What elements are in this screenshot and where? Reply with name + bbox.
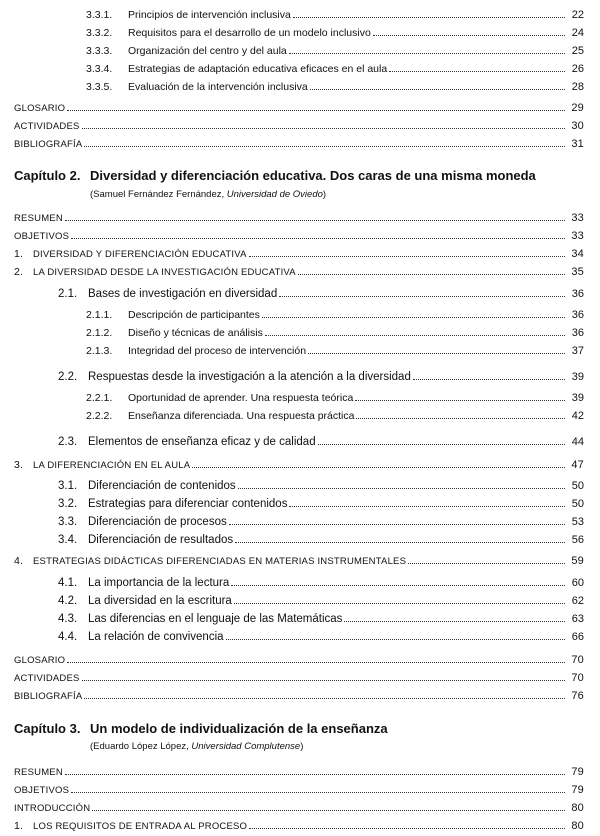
entry-title: LA DIFERENCIACIÓN EN EL AULA (33, 460, 191, 471)
chapter-label: Capítulo 2. (14, 168, 81, 183)
entry-number: 4.4. (58, 631, 78, 643)
entry-page: 53 (571, 516, 584, 528)
entry-title: INTRODUCCIÓN (14, 803, 91, 814)
entry-title: La importancia de la lectura (88, 577, 230, 589)
entry-page: 60 (571, 577, 584, 589)
entry-number: 3.3.2. (86, 27, 113, 39)
entry-title: Respuestas desde la investigación a la atención a la diversidad (88, 371, 411, 383)
chapter-heading[interactable] (14, 168, 536, 183)
dot-leader (82, 127, 565, 129)
entry-page: 59 (571, 555, 584, 567)
entry-page: 34 (571, 248, 584, 260)
entry-title: Descripción de participantes (128, 309, 260, 321)
entry-page: 42 (571, 410, 584, 422)
dot-leader (308, 352, 565, 354)
toc-entry[interactable] (0, 368, 600, 383)
author-close: ) (322, 189, 327, 200)
author-close: ) (300, 741, 304, 752)
toc-entry[interactable] (0, 433, 600, 448)
entry-page: 76 (571, 690, 584, 702)
entry-page: 50 (571, 498, 584, 510)
dot-leader (71, 237, 565, 239)
dot-leader (265, 334, 565, 336)
dot-leader (249, 827, 565, 829)
dot-leader (84, 697, 565, 699)
dot-leader (67, 661, 565, 663)
entry-number: 2.1.3. (86, 345, 113, 357)
entry-page: 47 (571, 459, 584, 471)
dot-leader (356, 417, 565, 419)
entry-title: OBJETIVOS (14, 231, 70, 242)
entry-number: 2.1.2. (86, 327, 113, 339)
entry-number: 3.3.4. (86, 63, 113, 75)
entry-number: 1. (14, 820, 24, 832)
entry-number: 2.3. (58, 436, 78, 448)
entry-page: 35 (571, 266, 584, 278)
toc-entry[interactable] (0, 610, 600, 625)
chapter-title: Un modelo de individualización de la enseñanza (90, 721, 388, 736)
dot-leader (226, 638, 565, 640)
chapter-author (90, 189, 326, 200)
dot-leader (92, 809, 565, 811)
toc-entry[interactable] (0, 781, 600, 796)
entry-page: 28 (571, 81, 584, 93)
entry-title: Diferenciación de contenidos (88, 480, 236, 492)
entry-number: 3.1. (58, 480, 78, 492)
dot-leader (238, 487, 565, 489)
entry-title: GLOSARIO (14, 103, 66, 114)
entry-title: Las diferencias en el lenguaje de las Matemáticas (88, 613, 343, 625)
toc-entry[interactable] (0, 60, 600, 75)
entry-title: DIVERSIDAD Y DIFERENCIACIÓN EDUCATIVA (33, 249, 247, 260)
toc-entry[interactable] (0, 245, 600, 260)
entry-page: 36 (571, 309, 584, 321)
entry-page: 62 (571, 595, 584, 607)
dot-leader (82, 679, 565, 681)
toc-entry[interactable] (0, 531, 600, 546)
dot-leader (389, 70, 565, 72)
author-affiliation: Universidad Complutense (191, 741, 301, 752)
entry-number: 2.2. (58, 371, 78, 383)
toc-entry[interactable] (0, 99, 600, 114)
toc-entry[interactable] (0, 513, 600, 528)
entry-title: GLOSARIO (14, 655, 66, 666)
entry-title: Evaluación de la intervención inclusiva (128, 81, 308, 93)
entry-number: 4.1. (58, 577, 78, 589)
entry-title: RESUMEN (14, 213, 63, 224)
entry-page: 79 (571, 784, 584, 796)
entry-title: RESUMEN (14, 767, 63, 778)
entry-title: Integridad del proceso de intervención (128, 345, 307, 357)
entry-page: 70 (571, 672, 584, 684)
dot-leader (355, 399, 565, 401)
entry-title: Principios de intervención inclusiva (128, 9, 291, 21)
entry-title: Enseñanza diferenciada. Una respuesta práctica (128, 410, 355, 422)
entry-number: 3.3. (58, 516, 78, 528)
dot-leader (279, 295, 565, 297)
toc-entry[interactable] (0, 687, 600, 702)
entry-page: 37 (571, 345, 584, 357)
entry-number: 3.3.3. (86, 45, 113, 57)
toc-entry[interactable] (0, 669, 600, 684)
toc-entry[interactable] (0, 209, 600, 224)
author-affiliation: Universidad de Oviedo (226, 189, 323, 200)
toc-entry[interactable] (0, 306, 600, 321)
entry-page: 36 (571, 327, 584, 339)
entry-title: BIBLIOGRAFÍA (14, 139, 83, 150)
entry-title: LA DIVERSIDAD DESDE LA INVESTIGACIÓN EDUCATIVA (33, 267, 296, 278)
entry-page: 24 (571, 27, 584, 39)
toc-entry[interactable] (0, 817, 600, 832)
toc-entry[interactable] (0, 6, 600, 21)
dot-leader (318, 443, 565, 445)
dot-leader (289, 505, 565, 507)
dot-leader (298, 273, 565, 275)
dot-leader (249, 255, 565, 257)
dot-leader (71, 791, 565, 793)
dot-leader (413, 378, 565, 380)
toc-entry[interactable] (0, 24, 600, 39)
dot-leader (65, 219, 565, 221)
toc-entry[interactable] (0, 324, 600, 339)
entry-number: 3. (14, 459, 24, 471)
entry-title: OBJETIVOS (14, 785, 70, 796)
entry-page: 63 (571, 613, 584, 625)
entry-page: 22 (571, 9, 584, 21)
toc-entry[interactable] (0, 574, 600, 589)
author-name: (Samuel Fernández Fernández, (90, 189, 227, 200)
toc-entry[interactable] (0, 477, 600, 492)
dot-leader (229, 523, 565, 525)
dot-leader (408, 562, 565, 564)
entry-page: 79 (571, 766, 584, 778)
entry-title: Requisitos para el desarrollo de un modelo inclusivo (128, 27, 371, 39)
entry-number: 2.1. (58, 288, 78, 300)
entry-page: 56 (571, 534, 584, 546)
entry-number: 1. (14, 248, 24, 260)
entry-number: 4.2. (58, 595, 78, 607)
dot-leader (192, 466, 565, 468)
toc-entry[interactable] (0, 552, 600, 567)
toc-entry[interactable] (0, 456, 600, 471)
entry-title: ACTIVIDADES (14, 673, 80, 684)
toc-entry[interactable] (0, 285, 600, 300)
chapter-heading[interactable] (14, 721, 388, 736)
toc-entry[interactable] (0, 407, 600, 422)
toc-entry[interactable] (0, 263, 600, 278)
toc-entry[interactable] (0, 763, 600, 778)
entry-title: Oportunidad de aprender. Una respuesta teórica (128, 392, 354, 404)
toc-entry[interactable] (0, 628, 600, 643)
entry-page: 33 (571, 212, 584, 224)
entry-page: 44 (571, 436, 584, 448)
entry-page: 26 (571, 63, 584, 75)
entry-title: Bases de investigación en diversidad (88, 288, 278, 300)
dot-leader (235, 541, 565, 543)
entry-title: La relación de convivencia (88, 631, 224, 643)
dot-leader (262, 316, 565, 318)
entry-page: 25 (571, 45, 584, 57)
entry-title: Organización del centro y del aula (128, 45, 287, 57)
entry-title: Diseño y técnicas de análisis (128, 327, 263, 339)
entry-page: 30 (571, 120, 584, 132)
chapter-label: Capítulo 3. (14, 721, 81, 736)
entry-page: 66 (571, 631, 584, 643)
toc-entry[interactable] (0, 78, 600, 93)
entry-number: 2.1.1. (86, 309, 113, 321)
dot-leader (310, 88, 565, 90)
toc-entry[interactable] (0, 135, 600, 150)
entry-page: 39 (571, 371, 584, 383)
entry-number: 4. (14, 555, 24, 567)
toc-entry[interactable] (0, 799, 600, 814)
chapter-title: Diversidad y diferenciación educativa. Dos caras de una misma moneda (90, 168, 536, 183)
entry-page: 31 (571, 138, 584, 150)
entry-title: ACTIVIDADES (14, 121, 80, 132)
entry-title: BIBLIOGRAFÍA (14, 691, 83, 702)
toc-entry[interactable] (0, 42, 600, 57)
dot-leader (234, 602, 565, 604)
author-name: (Eduardo López López, (90, 741, 192, 752)
chapter-author (90, 741, 303, 752)
entry-page: 80 (571, 802, 584, 814)
entry-title: Estrategias para diferenciar contenidos (88, 498, 288, 510)
entry-number: 2.2.2. (86, 410, 113, 422)
entry-page: 80 (571, 820, 584, 832)
entry-title: Estrategias de adaptación educativa eficaces en el aula (128, 63, 388, 75)
entry-number: 3.2. (58, 498, 78, 510)
entry-page: 29 (571, 102, 584, 114)
entry-page: 70 (571, 654, 584, 666)
entry-title: ESTRATEGIAS DIDÁCTICAS DIFERENCIADAS EN MATERIAS INSTRUMENTALES (33, 556, 407, 567)
toc-entry[interactable] (0, 592, 600, 607)
entry-page: 36 (571, 288, 584, 300)
entry-page: 33 (571, 230, 584, 242)
dot-leader (65, 773, 565, 775)
entry-number: 2.2.1. (86, 392, 113, 404)
toc-entry[interactable] (0, 117, 600, 132)
dot-leader (84, 145, 565, 147)
toc-entry[interactable] (0, 389, 600, 404)
entry-number: 3.4. (58, 534, 78, 546)
entry-number: 3.3.1. (86, 9, 113, 21)
toc-entry[interactable] (0, 495, 600, 510)
entry-number: 3.3.5. (86, 81, 113, 93)
dot-leader (231, 584, 565, 586)
dot-leader (289, 52, 565, 54)
dot-leader (293, 16, 565, 18)
entry-title: Diferenciación de procesos (88, 516, 227, 528)
entry-number: 2. (14, 266, 24, 278)
dot-leader (373, 34, 565, 36)
entry-title: Elementos de enseñanza eficaz y de calidad (88, 436, 316, 448)
entry-page: 50 (571, 480, 584, 492)
toc-entry[interactable] (0, 227, 600, 242)
entry-number: 4.3. (58, 613, 78, 625)
entry-title: LOS REQUISITOS DE ENTRADA AL PROCESO (33, 821, 248, 832)
toc-entry[interactable] (0, 651, 600, 666)
entry-page: 39 (571, 392, 584, 404)
dot-leader (344, 620, 565, 622)
dot-leader (67, 109, 565, 111)
entry-title: Diferenciación de resultados (88, 534, 234, 546)
toc-entry[interactable] (0, 342, 600, 357)
entry-title: La diversidad en la escritura (88, 595, 232, 607)
